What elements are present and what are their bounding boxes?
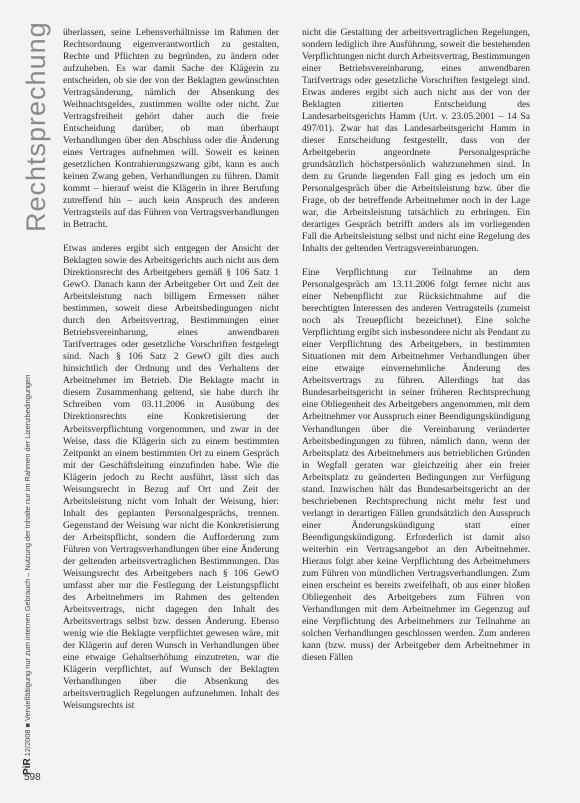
side-note: [22, 255, 34, 775]
journal-name: PiR: [22, 758, 33, 775]
journal-issue: 12/2008: [23, 729, 32, 757]
section-title: Rechtsprechung: [21, 21, 51, 232]
left-paragraph-1: überlassen, seine Lebensverhältnisse im Rahmen der Rechtsordnung eigenverantwortlich zu gestalten, Rechte und Pflichten zu begründen, zu ändern oder aufzuheben. Es war damit Sache der Klägerin zu entscheiden, ob sie der von der Beklagten gewünschten Vertragsänderung, nämlich der Absenkung des Weihnachtsgeldes, zustimmen wollte oder nicht. Zur Vertragsfreiheit gehört daher auch die freie Entscheidung darüber, ob man überhaupt Verhandlungen über den Abschluss oder die Änderung eines Vertrages aufnehmen will. Soweit es keinen gesetzlichen Kontrahierungszwang gibt, kann es auch keinen Zwang geben, Verhandlungen zu führen. Damit kommt – hierauf weist die Klägerin in ihrer Berufung zutreffend hin – auch kein Anspruch des anderen Vertragsteils auf das Führen von Vertragsverhandlungen in Betracht.: [63, 27, 279, 231]
side-note-text: Vervielfältigung nur zum internen Gebrauch – Nutzung der Inhalte nur im Rahmen der Lizenzbedingungen: [23, 374, 32, 721]
left-column: [63, 27, 279, 724]
side-note-separator: ■: [23, 723, 32, 728]
right-paragraph-1: nicht die Gestaltung der arbeitsvertraglichen Regelungen, sondern lediglich ihre Ausführung, soweit die bestehenden Verpflichtungen nicht durch Arbeitsvertrag, Bestimmungen einer Betriebsvereinbarung, eines anwendbaren Tarifvertrags oder gesetzliche Vorschriften festgelegt sind. Etwas anderes ergibt sich auch nicht aus der von der Beklagten zitierten Entscheidung des Landesarbeitsgerichts Hamm (Urt. v. 23.05.2001 – 14 Sa 497/01). Zwar hat das Landesarbeitsgericht Hamm in dieser Entscheidung festgestellt, dass von der Arbeitgeberin angeordnete Personalgespräche grundsätzlich höchstpersönlich wahrzunehmen sind. In dem zu Grunde liegenden Fall ging es jedoch um ein Personalgespräch über die Arbeitsleistung bzw. über die Frage, ob der betreffende Arbeitnehmer noch in der Lage war, die Arbeitsleistung tatsächlich zu erbringen. Ein derartiges Gespräch betrifft anders als im vorliegenden Fall die Arbeitsleistung selbst und nicht eine Regelung des Inhalts der geltenden Vertragsvereinbarungen.: [302, 27, 530, 255]
right-paragraph-2: Eine Verpflichtung zur Teilnahme an dem Personalgespräch am 13.11.2006 folgt ferner nicht aus einer Nebenpflicht zur Rücksichtnahme auf die berechtigten Interessen des anderen Vertragsteils (zumeist noch als Treuepflicht bezeichnet). Eine solche Verpflichtung ergibt sich insbesondere nicht als Pendant zu einer Verpflichtung des Arbeitgebers, in bestimmten Situationen mit dem Arbeitnehmer Verhandlungen über eine etwaige einvernehmliche Änderung des Arbeitsvertrags zu führen. Allerdings hat das Bundesarbeitsgericht in seiner früheren Rechtsprechung eine Obliegenheit des Arbeitgebers angenommen, mit dem Arbeitnehmer vor Ausspruch einer Beendigungskündigung Verhandlungen über die Vereinbarung veränderter Arbeitsbedingungen zu führen, nämlich dann, wenn der Arbeitsplatz des Arbeitnehmers aus betrieblichen Gründen in Wegfall geraten war gleichzeitig aber ein freier Arbeitsplatz zu geänderten Bedingungen zur Verfügung stand. Inzwischen hält das Bundesarbeitsgericht an der beschriebenen Rechtsprechung nicht mehr fest und verlangt in derartigen Fällen grundsätzlich den Ausspruch einer Änderungskündigung statt einer Beendigungskündigung. Erforderlich ist damit also weiterhin ein Vertragsangebot an den Arbeitnehmer. Hieraus folgt aber keine Verpflichtung des Arbeitnehmers zum Führen von mündlichen Vertragsverhandlungen. Zum einen erscheint es bereits zweifelhaft, ob aus einer bloßen Obliegenheit des Arbeitgebers zum Führen von Verhandlungen mit dem Arbeitnehmer im Gegenzug auf eine Verpflichtung des Arbeitnehmers zur Teilnahme an solchen Verhandlungen geschlossen werden. Zum anderen kann (bzw. muss) der Arbeitgeber dem Arbeitnehmer in diesen Fällen: [302, 267, 530, 663]
right-column: [302, 27, 530, 676]
page-number: 598: [24, 772, 41, 783]
left-paragraph-2: Etwas anderes ergibt sich entgegen der Ansicht der Beklagten sowie des Arbeitsgerichts auch nicht aus dem Direktionsrecht des Arbeitgebers gemäß § 106 Satz 1 GewO. Danach kann der Arbeitgeber Ort und Zeit der Arbeitsleistung nach billigem Ermessen näher bestimmen, soweit diese Arbeitsbedingungen nicht durch den Arbeitsvertrag, Bestimmungen einer Betriebsvereinbarung, eines anwendbaren Tarifvertrages oder gesetzliche Vorschriften festgelegt sind. Nach § 106 Satz 2 GewO gilt dies auch hinsichtlich der Ordnung und des Verhaltens der Arbeitnehmer im Betrieb. Die Beklagte macht in diesem Zusammenhang geltend, sie habe durch ihr Schreiben vom 03.11.2006 in Ausübung des Direktionsrechts eine Konkretisierung der Arbeitsverpflichtung vorgenommen, und zwar in der Weise, dass die Klägerin sich zu einem bestimmten Zeitpunkt an einem bestimmten Ort zu einem Gespräch mit der Geschäftsleitung einzufinden habe. Wie die Klägerin jedoch zu Recht ausführt, lässt sich das Weisungsrecht in Bezug auf Ort und Zeit der Arbeitsleistung nicht vom Inhalt der Weisung, hier: Inhalt des geplanten Personalgesprächs, trennen. Gegenstand der Weisung war nicht die Konkretisierung der Arbeitspflicht, sondern die Aufforderung zum Führen von Vertragsverhandlungen über eine Änderung der geltenden arbeitsvertraglichen Bestimmungen. Das Weisungsrecht des Arbeitgebers nach § 106 GewO umfasst aber nur die Festlegung der Leistungspflicht des Arbeitnehmers im Rahmen des geltenden Arbeitsvertrags, nicht dagegen den Inhalt des Arbeitsvertrags selbst bzw. dessen Änderung. Ebenso wenig wie die Beklagte verpflichtet gewesen wäre, mit der Klägerin auf deren Wunsch in Verhandlungen über eine etwaige Gehaltserhöhung einzutreten, war die Klägerin verpflichtet, auf Wunsch der Beklagten Verhandlungen über die Absenkung des arbeitsvertraglich Regelungen aufzunehmen. Inhalt des Weisungsrechts ist: [63, 243, 279, 711]
